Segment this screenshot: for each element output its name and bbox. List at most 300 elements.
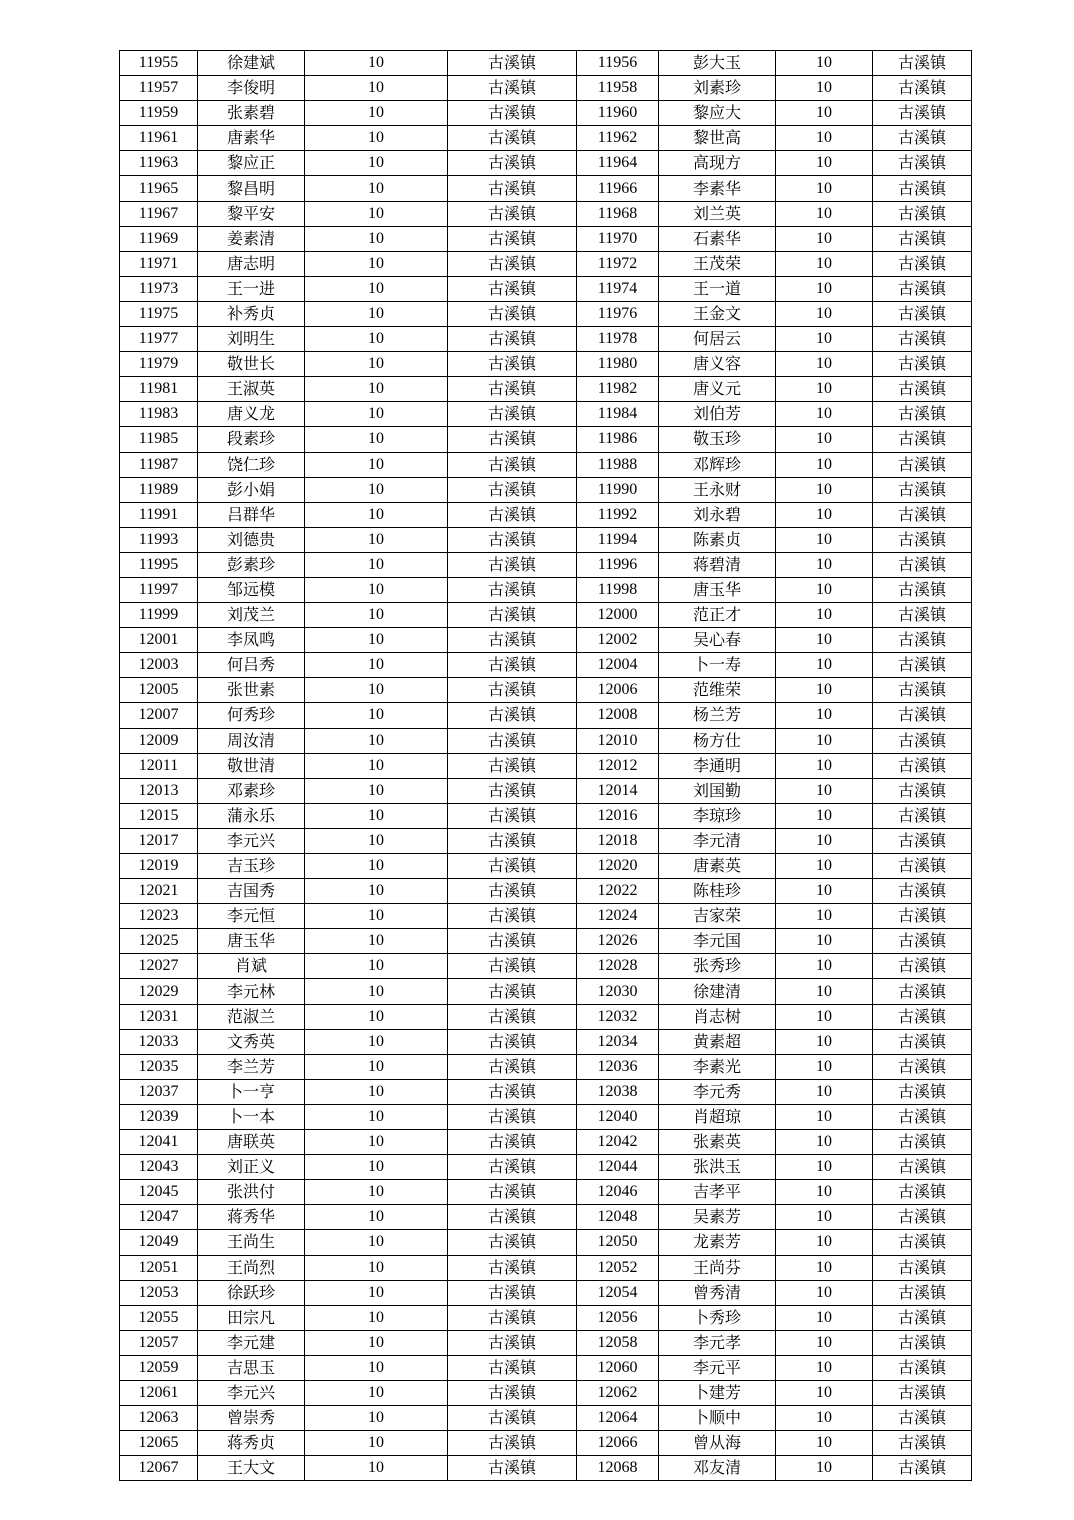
cell-amount-right: 10: [776, 452, 873, 477]
cell-id-left: 12041: [120, 1130, 198, 1155]
cell-town-left: 古溪镇: [448, 577, 577, 602]
cell-name-right: 唐义元: [659, 377, 776, 402]
cell-town-left: 古溪镇: [448, 201, 577, 226]
cell-id-right: 12006: [577, 678, 659, 703]
cell-amount-left: 10: [305, 1029, 448, 1054]
cell-amount-left: 10: [305, 477, 448, 502]
roster-body: [120, 51, 972, 1481]
cell-amount-right: 10: [776, 1406, 873, 1431]
table-row: [120, 628, 972, 653]
cell-name-right: 邓友清: [659, 1456, 776, 1481]
cell-name-left: 王尚烈: [198, 1255, 305, 1280]
cell-town-left: 古溪镇: [448, 854, 577, 879]
cell-name-left: 何吕秀: [198, 653, 305, 678]
cell-amount-left: 10: [305, 603, 448, 628]
cell-town-right: 古溪镇: [873, 427, 972, 452]
cell-amount-left: 10: [305, 979, 448, 1004]
cell-id-right: 12012: [577, 753, 659, 778]
cell-id-right: 12014: [577, 778, 659, 803]
cell-name-left: 范淑兰: [198, 1004, 305, 1029]
cell-name-right: 李元国: [659, 929, 776, 954]
cell-name-right: 唐义容: [659, 352, 776, 377]
cell-amount-right: 10: [776, 1230, 873, 1255]
cell-id-right: 12004: [577, 653, 659, 678]
cell-amount-right: 10: [776, 1130, 873, 1155]
table-row: [120, 603, 972, 628]
cell-id-left: 12051: [120, 1255, 198, 1280]
table-row: [120, 76, 972, 101]
cell-town-left: 古溪镇: [448, 452, 577, 477]
cell-town-right: 古溪镇: [873, 854, 972, 879]
cell-id-left: 12021: [120, 879, 198, 904]
table-row: [120, 1280, 972, 1305]
table-row: [120, 1180, 972, 1205]
cell-name-right: 邓辉珍: [659, 452, 776, 477]
table-row: [120, 1029, 972, 1054]
table-row: [120, 452, 972, 477]
cell-name-right: 李元孝: [659, 1330, 776, 1355]
cell-town-left: 古溪镇: [448, 1230, 577, 1255]
cell-name-right: 张洪玉: [659, 1155, 776, 1180]
cell-name-left: 段素珍: [198, 427, 305, 452]
cell-name-left: 李元兴: [198, 1380, 305, 1405]
cell-id-right: 12048: [577, 1205, 659, 1230]
cell-amount-right: 10: [776, 828, 873, 853]
cell-id-left: 11973: [120, 276, 198, 301]
cell-name-left: 李元恒: [198, 904, 305, 929]
cell-town-right: 古溪镇: [873, 1330, 972, 1355]
cell-amount-right: 10: [776, 1079, 873, 1104]
cell-town-right: 古溪镇: [873, 101, 972, 126]
cell-town-right: 古溪镇: [873, 527, 972, 552]
cell-amount-right: 10: [776, 226, 873, 251]
cell-town-right: 古溪镇: [873, 1456, 972, 1481]
cell-amount-right: 10: [776, 352, 873, 377]
cell-amount-left: 10: [305, 653, 448, 678]
cell-name-left: 李元兴: [198, 828, 305, 853]
cell-town-right: 古溪镇: [873, 76, 972, 101]
cell-town-right: 古溪镇: [873, 703, 972, 728]
cell-town-left: 古溪镇: [448, 301, 577, 326]
cell-town-right: 古溪镇: [873, 1406, 972, 1431]
cell-id-left: 11961: [120, 126, 198, 151]
cell-town-left: 古溪镇: [448, 753, 577, 778]
cell-town-right: 古溪镇: [873, 126, 972, 151]
cell-amount-right: 10: [776, 678, 873, 703]
cell-name-left: 王大文: [198, 1456, 305, 1481]
cell-amount-left: 10: [305, 251, 448, 276]
table-row: [120, 301, 972, 326]
cell-name-left: 李元林: [198, 979, 305, 1004]
cell-name-right: 卜建芳: [659, 1380, 776, 1405]
cell-town-right: 古溪镇: [873, 477, 972, 502]
cell-town-right: 古溪镇: [873, 1305, 972, 1330]
table-row: [120, 427, 972, 452]
cell-name-right: 张秀珍: [659, 954, 776, 979]
cell-name-right: 唐素英: [659, 854, 776, 879]
cell-name-right: 肖志树: [659, 1004, 776, 1029]
cell-name-right: 范维荣: [659, 678, 776, 703]
cell-name-left: 补秀贞: [198, 301, 305, 326]
cell-name-left: 邹远模: [198, 577, 305, 602]
cell-amount-left: 10: [305, 1130, 448, 1155]
cell-town-left: 古溪镇: [448, 1355, 577, 1380]
table-row: [120, 552, 972, 577]
cell-name-left: 唐素华: [198, 126, 305, 151]
cell-id-left: 12057: [120, 1330, 198, 1355]
table-row: [120, 101, 972, 126]
table-row: [120, 51, 972, 76]
cell-id-left: 12033: [120, 1029, 198, 1054]
cell-name-right: 张素英: [659, 1130, 776, 1155]
cell-name-left: 李俊明: [198, 76, 305, 101]
cell-id-left: 11993: [120, 527, 198, 552]
cell-town-right: 古溪镇: [873, 1104, 972, 1129]
cell-name-right: 吴素芳: [659, 1205, 776, 1230]
cell-town-left: 古溪镇: [448, 603, 577, 628]
cell-amount-left: 10: [305, 703, 448, 728]
cell-amount-left: 10: [305, 1280, 448, 1305]
cell-town-left: 古溪镇: [448, 929, 577, 954]
cell-id-left: 11967: [120, 201, 198, 226]
cell-name-left: 蒋秀华: [198, 1205, 305, 1230]
table-row: [120, 1230, 972, 1255]
cell-id-right: 11958: [577, 76, 659, 101]
cell-id-left: 12015: [120, 803, 198, 828]
cell-town-right: 古溪镇: [873, 452, 972, 477]
cell-name-left: 吕群华: [198, 502, 305, 527]
cell-id-left: 12049: [120, 1230, 198, 1255]
cell-name-right: 杨方仕: [659, 728, 776, 753]
cell-id-right: 11956: [577, 51, 659, 76]
cell-town-left: 古溪镇: [448, 427, 577, 452]
cell-amount-left: 10: [305, 1180, 448, 1205]
cell-amount-left: 10: [305, 1104, 448, 1129]
cell-name-left: 唐义龙: [198, 402, 305, 427]
cell-town-left: 古溪镇: [448, 176, 577, 201]
cell-id-left: 12045: [120, 1180, 198, 1205]
cell-town-left: 古溪镇: [448, 1205, 577, 1230]
cell-amount-left: 10: [305, 201, 448, 226]
cell-id-right: 12068: [577, 1456, 659, 1481]
table-row: [120, 1130, 972, 1155]
cell-amount-left: 10: [305, 1431, 448, 1456]
cell-amount-right: 10: [776, 1155, 873, 1180]
cell-id-left: 12025: [120, 929, 198, 954]
cell-id-right: 12008: [577, 703, 659, 728]
cell-town-right: 古溪镇: [873, 1029, 972, 1054]
cell-name-left: 张世素: [198, 678, 305, 703]
cell-town-right: 古溪镇: [873, 226, 972, 251]
table-row: [120, 577, 972, 602]
table-row: [120, 879, 972, 904]
cell-name-left: 刘茂兰: [198, 603, 305, 628]
table-row: [120, 904, 972, 929]
cell-name-right: 吴心春: [659, 628, 776, 653]
cell-town-right: 古溪镇: [873, 653, 972, 678]
cell-amount-left: 10: [305, 76, 448, 101]
cell-name-right: 吉家荣: [659, 904, 776, 929]
cell-town-left: 古溪镇: [448, 126, 577, 151]
cell-amount-left: 10: [305, 51, 448, 76]
cell-id-right: 11962: [577, 126, 659, 151]
cell-name-left: 卜一亨: [198, 1079, 305, 1104]
cell-id-left: 12005: [120, 678, 198, 703]
cell-town-left: 古溪镇: [448, 527, 577, 552]
cell-amount-left: 10: [305, 276, 448, 301]
cell-name-left: 徐建斌: [198, 51, 305, 76]
cell-amount-left: 10: [305, 552, 448, 577]
cell-amount-right: 10: [776, 101, 873, 126]
cell-amount-left: 10: [305, 226, 448, 251]
cell-amount-right: 10: [776, 251, 873, 276]
cell-amount-left: 10: [305, 1380, 448, 1405]
cell-town-left: 古溪镇: [448, 1280, 577, 1305]
cell-town-left: 古溪镇: [448, 402, 577, 427]
cell-id-left: 12007: [120, 703, 198, 728]
cell-name-right: 刘素珍: [659, 76, 776, 101]
cell-town-left: 古溪镇: [448, 1330, 577, 1355]
cell-town-left: 古溪镇: [448, 151, 577, 176]
cell-amount-left: 10: [305, 1255, 448, 1280]
cell-name-left: 肖斌: [198, 954, 305, 979]
cell-id-left: 12023: [120, 904, 198, 929]
cell-amount-left: 10: [305, 778, 448, 803]
cell-id-right: 11986: [577, 427, 659, 452]
cell-name-left: 刘德贵: [198, 527, 305, 552]
cell-name-right: 李元平: [659, 1355, 776, 1380]
cell-amount-left: 10: [305, 452, 448, 477]
cell-name-right: 范正才: [659, 603, 776, 628]
cell-id-left: 12059: [120, 1355, 198, 1380]
cell-amount-right: 10: [776, 176, 873, 201]
cell-amount-right: 10: [776, 1305, 873, 1330]
cell-amount-left: 10: [305, 678, 448, 703]
cell-amount-right: 10: [776, 1054, 873, 1079]
cell-id-left: 11957: [120, 76, 198, 101]
cell-amount-left: 10: [305, 1406, 448, 1431]
table-row: [120, 1104, 972, 1129]
cell-town-right: 古溪镇: [873, 828, 972, 853]
cell-town-right: 古溪镇: [873, 778, 972, 803]
cell-id-right: 12018: [577, 828, 659, 853]
cell-name-left: 卜一本: [198, 1104, 305, 1129]
cell-id-left: 11979: [120, 352, 198, 377]
cell-amount-right: 10: [776, 929, 873, 954]
cell-id-left: 12027: [120, 954, 198, 979]
cell-amount-left: 10: [305, 126, 448, 151]
cell-amount-left: 10: [305, 427, 448, 452]
cell-town-right: 古溪镇: [873, 276, 972, 301]
cell-id-left: 12043: [120, 1155, 198, 1180]
cell-id-left: 11969: [120, 226, 198, 251]
cell-name-right: 黎应大: [659, 101, 776, 126]
cell-town-right: 古溪镇: [873, 879, 972, 904]
cell-id-left: 11965: [120, 176, 198, 201]
cell-town-right: 古溪镇: [873, 1355, 972, 1380]
table-row: [120, 954, 972, 979]
cell-name-left: 王一进: [198, 276, 305, 301]
table-row: [120, 854, 972, 879]
cell-town-right: 古溪镇: [873, 251, 972, 276]
cell-amount-right: 10: [776, 703, 873, 728]
cell-id-right: 12064: [577, 1406, 659, 1431]
cell-amount-right: 10: [776, 803, 873, 828]
cell-name-left: 彭小娟: [198, 477, 305, 502]
cell-amount-right: 10: [776, 51, 873, 76]
cell-amount-left: 10: [305, 1330, 448, 1355]
cell-amount-right: 10: [776, 402, 873, 427]
cell-amount-left: 10: [305, 377, 448, 402]
cell-name-left: 唐联英: [198, 1130, 305, 1155]
cell-amount-right: 10: [776, 854, 873, 879]
cell-id-left: 12017: [120, 828, 198, 853]
cell-id-right: 12058: [577, 1330, 659, 1355]
cell-name-left: 刘明生: [198, 327, 305, 352]
cell-name-left: 敬世清: [198, 753, 305, 778]
cell-id-right: 12052: [577, 1255, 659, 1280]
cell-amount-left: 10: [305, 402, 448, 427]
cell-town-left: 古溪镇: [448, 276, 577, 301]
cell-id-right: 12054: [577, 1280, 659, 1305]
cell-amount-right: 10: [776, 954, 873, 979]
cell-name-left: 吉玉珍: [198, 854, 305, 879]
table-row: [120, 377, 972, 402]
cell-town-left: 古溪镇: [448, 1380, 577, 1405]
cell-id-left: 12039: [120, 1104, 198, 1129]
cell-amount-right: 10: [776, 151, 873, 176]
table-row: [120, 502, 972, 527]
cell-id-right: 12066: [577, 1431, 659, 1456]
cell-town-left: 古溪镇: [448, 904, 577, 929]
cell-amount-left: 10: [305, 1079, 448, 1104]
cell-id-left: 11955: [120, 51, 198, 76]
cell-amount-right: 10: [776, 879, 873, 904]
cell-id-left: 12031: [120, 1004, 198, 1029]
cell-amount-right: 10: [776, 1104, 873, 1129]
table-row: [120, 803, 972, 828]
cell-amount-left: 10: [305, 904, 448, 929]
cell-name-right: 王金文: [659, 301, 776, 326]
cell-town-right: 古溪镇: [873, 201, 972, 226]
cell-town-right: 古溪镇: [873, 577, 972, 602]
table-row: [120, 1305, 972, 1330]
table-row: [120, 226, 972, 251]
table-row: [120, 728, 972, 753]
cell-name-right: 杨兰芳: [659, 703, 776, 728]
cell-name-left: 李兰芳: [198, 1054, 305, 1079]
cell-town-left: 古溪镇: [448, 101, 577, 126]
cell-id-left: 12061: [120, 1380, 198, 1405]
cell-town-right: 古溪镇: [873, 603, 972, 628]
cell-id-left: 11995: [120, 552, 198, 577]
cell-amount-right: 10: [776, 1180, 873, 1205]
cell-id-right: 12024: [577, 904, 659, 929]
cell-id-right: 12010: [577, 728, 659, 753]
cell-town-left: 古溪镇: [448, 1054, 577, 1079]
cell-name-left: 蒋秀贞: [198, 1431, 305, 1456]
cell-town-left: 古溪镇: [448, 1004, 577, 1029]
cell-name-left: 徐跃珍: [198, 1280, 305, 1305]
cell-name-right: 蒋碧清: [659, 552, 776, 577]
cell-amount-left: 10: [305, 101, 448, 126]
cell-town-right: 古溪镇: [873, 352, 972, 377]
table-row: [120, 201, 972, 226]
cell-amount-left: 10: [305, 151, 448, 176]
cell-town-left: 古溪镇: [448, 1180, 577, 1205]
cell-id-right: 11974: [577, 276, 659, 301]
cell-town-left: 古溪镇: [448, 1431, 577, 1456]
cell-id-right: 12036: [577, 1054, 659, 1079]
cell-id-right: 11982: [577, 377, 659, 402]
cell-amount-right: 10: [776, 1456, 873, 1481]
cell-name-right: 卜顺中: [659, 1406, 776, 1431]
cell-amount-left: 10: [305, 301, 448, 326]
cell-town-left: 古溪镇: [448, 477, 577, 502]
cell-name-right: 刘伯芳: [659, 402, 776, 427]
cell-name-left: 王尚生: [198, 1230, 305, 1255]
cell-amount-left: 10: [305, 954, 448, 979]
cell-town-right: 古溪镇: [873, 1255, 972, 1280]
cell-name-right: 唐玉华: [659, 577, 776, 602]
cell-id-right: 12050: [577, 1230, 659, 1255]
cell-town-right: 古溪镇: [873, 301, 972, 326]
cell-town-left: 古溪镇: [448, 1406, 577, 1431]
cell-amount-left: 10: [305, 1054, 448, 1079]
cell-id-right: 12062: [577, 1380, 659, 1405]
cell-id-left: 12067: [120, 1456, 198, 1481]
cell-amount-right: 10: [776, 1004, 873, 1029]
cell-id-left: 11985: [120, 427, 198, 452]
cell-name-right: 王永财: [659, 477, 776, 502]
table-row: [120, 1406, 972, 1431]
cell-amount-right: 10: [776, 1280, 873, 1305]
cell-town-right: 古溪镇: [873, 1155, 972, 1180]
table-row: [120, 402, 972, 427]
cell-id-right: 11976: [577, 301, 659, 326]
cell-town-left: 古溪镇: [448, 728, 577, 753]
table-row: [120, 1456, 972, 1481]
cell-name-right: 曾从海: [659, 1431, 776, 1456]
cell-id-left: 11987: [120, 452, 198, 477]
cell-name-right: 黎世高: [659, 126, 776, 151]
cell-id-right: 12044: [577, 1155, 659, 1180]
cell-id-right: 12028: [577, 954, 659, 979]
cell-id-left: 12047: [120, 1205, 198, 1230]
cell-name-right: 龙素芳: [659, 1230, 776, 1255]
table-row: [120, 251, 972, 276]
cell-amount-left: 10: [305, 728, 448, 753]
cell-name-right: 李素光: [659, 1054, 776, 1079]
cell-id-left: 12055: [120, 1305, 198, 1330]
cell-amount-right: 10: [776, 628, 873, 653]
cell-town-right: 古溪镇: [873, 1079, 972, 1104]
cell-name-left: 唐玉华: [198, 929, 305, 954]
table-row: [120, 1330, 972, 1355]
cell-id-right: 11966: [577, 176, 659, 201]
cell-town-left: 古溪镇: [448, 1130, 577, 1155]
cell-id-left: 12019: [120, 854, 198, 879]
table-row: [120, 678, 972, 703]
cell-amount-left: 10: [305, 1004, 448, 1029]
table-row: [120, 1004, 972, 1029]
cell-town-left: 古溪镇: [448, 703, 577, 728]
cell-town-right: 古溪镇: [873, 377, 972, 402]
cell-amount-left: 10: [305, 1305, 448, 1330]
cell-id-right: 12032: [577, 1004, 659, 1029]
cell-town-left: 古溪镇: [448, 76, 577, 101]
cell-town-right: 古溪镇: [873, 176, 972, 201]
